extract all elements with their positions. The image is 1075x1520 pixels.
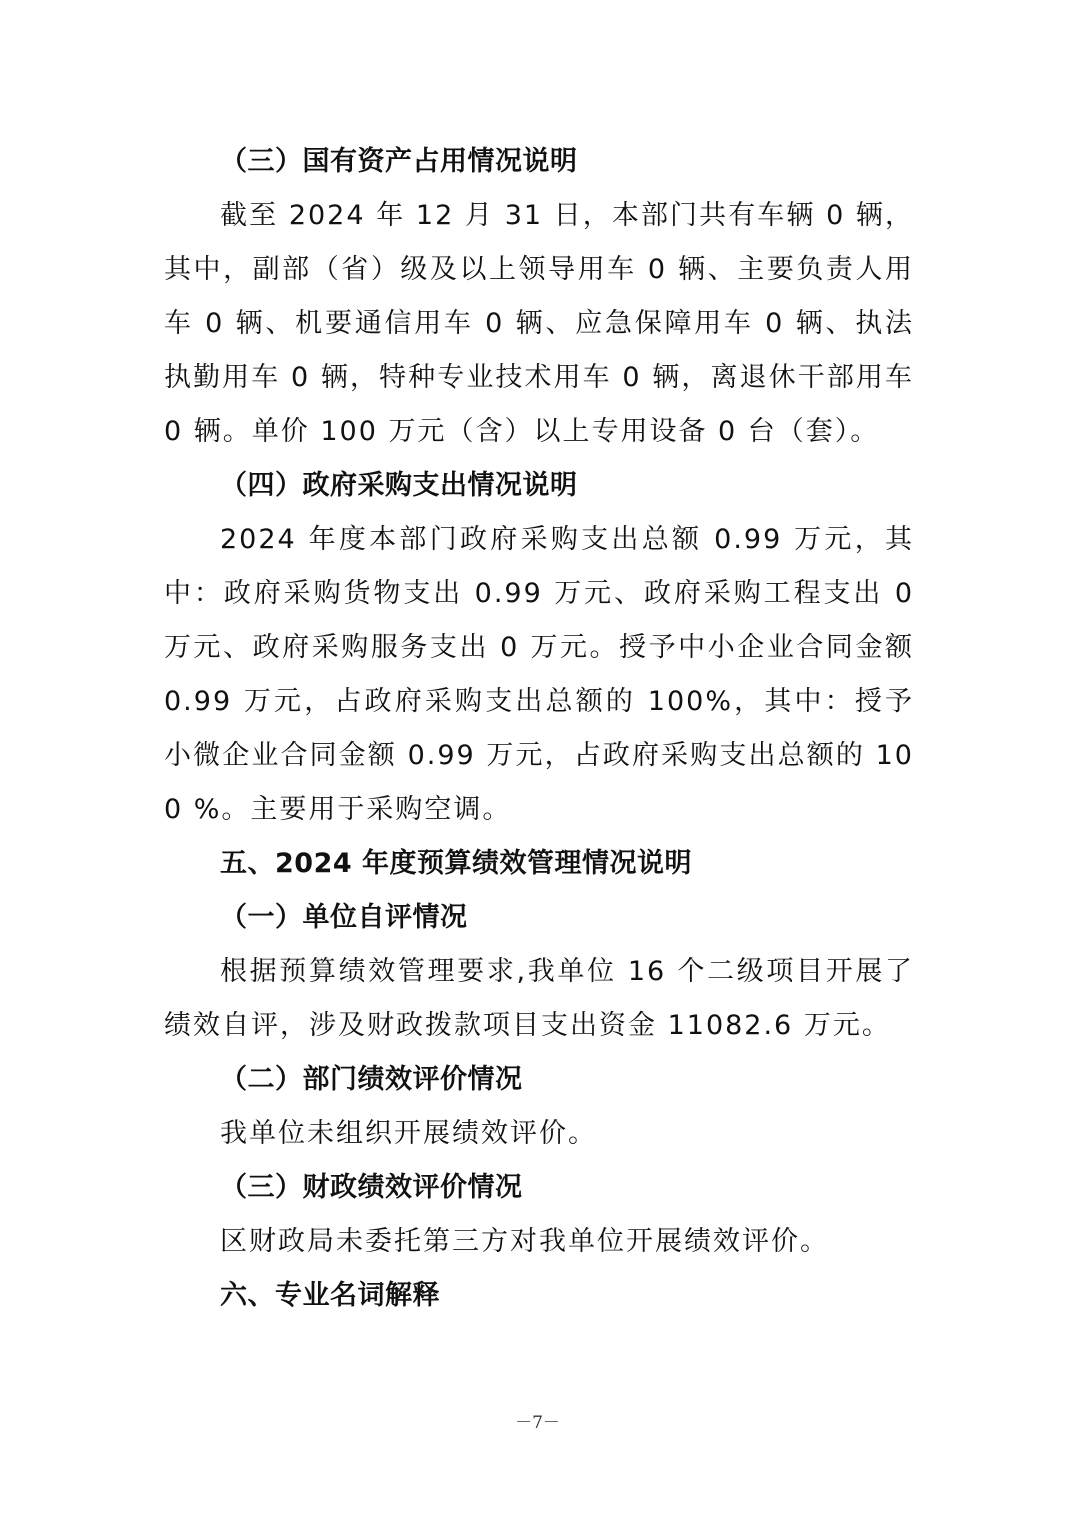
paragraph-asset: 截至 2024 年 12 月 31 日，本部门共有车辆 0 辆，其中，副部（省）级及以上领导用车 0 辆、主要负责人用车 0 辆、机要通信用车 0 辆、应急保障用车 0 辆、执法执勤用车 0 辆，特种专业技术用车 0 辆，离退休干部用车 0 辆。单价 100 万元（含）以上专用设备 0 台（套）。 bbox=[164, 200, 914, 447]
paragraph-dept-eval: 我单位未组织开展绩效评价。 bbox=[220, 1118, 597, 1149]
section-heading-dept-eval: （二）部门绩效评价情况 bbox=[220, 1064, 523, 1095]
section-heading-terms: 六、专业名词解释 bbox=[220, 1280, 440, 1311]
section-heading-self-eval: （一）单位自评情况 bbox=[220, 902, 468, 933]
section-heading-asset: （三）国有资产占用情况说明 bbox=[220, 146, 578, 177]
section-heading-fiscal-eval: （三）财政绩效评价情况 bbox=[220, 1172, 523, 1203]
page-number: －7－ bbox=[515, 1413, 560, 1433]
section-heading-performance: 五、2024 年度预算绩效管理情况说明 bbox=[220, 848, 693, 879]
paragraph-fiscal-eval: 区财政局未委托第三方对我单位开展绩效评价。 bbox=[220, 1226, 829, 1257]
paragraph-self-eval: 根据预算绩效管理要求,我单位 16 个二级项目开展了绩效自评，涉及财政拨款项目支出资金 11082.6 万元。 bbox=[164, 956, 914, 1041]
page-content bbox=[164, 135, 914, 1323]
paragraph-procurement: 2024 年度本部门政府采购支出总额 0.99 万元，其中：政府采购货物支出 0.99 万元、政府采购工程支出 0 万元、政府采购服务支出 0 万元。授予中小企业合同金额 0.99 万元，占政府采购支出总额的 100%，其中：授予小微企业合同金额 0.99 万元，占政府采购支出总额的 100 %。主要用于采购空调。 bbox=[164, 524, 914, 825]
section-heading-procurement: （四）政府采购支出情况说明 bbox=[220, 470, 578, 501]
